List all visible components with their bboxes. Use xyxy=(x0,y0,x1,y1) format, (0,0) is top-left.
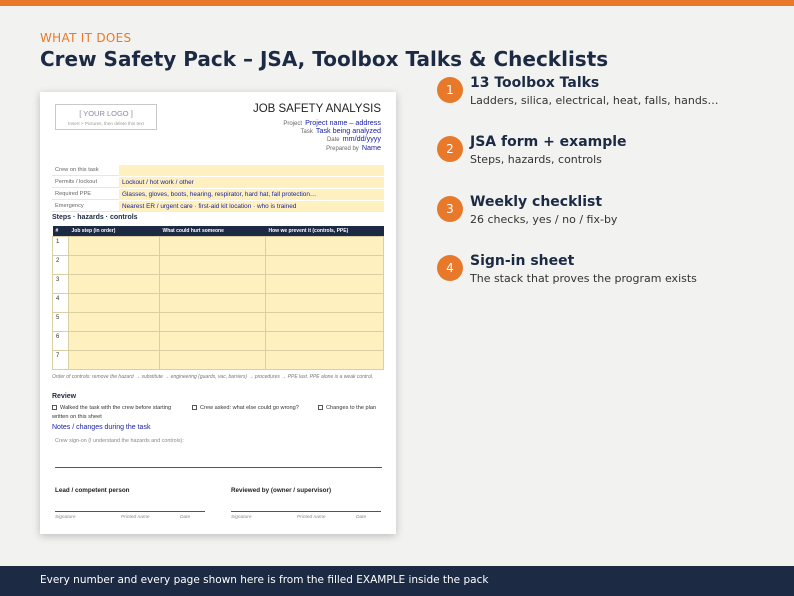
page-title: Crew Safety Pack – JSA, Toolbox Talks & Checklists xyxy=(40,47,609,71)
review-check-walked[interactable] xyxy=(52,405,171,411)
feature-title: JSA form + example xyxy=(470,134,627,150)
steps-heading: Steps · hazards · controls xyxy=(52,214,138,221)
logo-placeholder xyxy=(55,104,157,130)
row-number: 4 xyxy=(53,294,69,313)
table-cell[interactable] xyxy=(266,313,384,332)
review-check-changes[interactable] xyxy=(318,405,376,411)
order-of-controls-note: Order of controls: remove the hazard → substitute → engineering (guards, vac, barriers) → procedures → PPE last. PPE alone is a weak control. xyxy=(52,374,374,380)
meta-label: Date xyxy=(326,137,340,143)
review-check-continuation: written on this sheet xyxy=(52,414,102,420)
table-cell[interactable] xyxy=(160,256,266,275)
table-cell[interactable] xyxy=(160,313,266,332)
meta-date xyxy=(327,134,381,143)
table-cell[interactable] xyxy=(266,332,384,351)
row-number: 6 xyxy=(53,332,69,351)
feature-desc: 26 checks, yes / no / fix-by xyxy=(470,213,618,226)
top-accent-bar xyxy=(0,0,794,6)
number-badge: 2 xyxy=(437,136,463,162)
check-label: Changes to the plan xyxy=(326,405,377,411)
sig-caption: Signature xyxy=(55,515,76,520)
column-header: # xyxy=(53,226,69,237)
row-number: 2 xyxy=(53,256,69,275)
info-label: Permits / lockout xyxy=(55,179,98,185)
row-number: 3 xyxy=(53,275,69,294)
meta-value: Project name – address xyxy=(305,118,381,127)
table-cell[interactable] xyxy=(266,275,384,294)
number-badge: 4 xyxy=(437,255,463,281)
table-row xyxy=(53,294,384,313)
table-row xyxy=(53,275,384,294)
table-cell[interactable] xyxy=(69,351,160,370)
check-label: Walked the task with the crew before starting xyxy=(60,405,172,411)
lead-label: Lead / competent person xyxy=(55,487,130,494)
table-row xyxy=(53,237,384,256)
reviewed-label: Reviewed by (owner / supervisor) xyxy=(231,487,332,494)
eyebrow-label: WHAT IT DOES xyxy=(40,31,132,45)
table-cell[interactable] xyxy=(266,237,384,256)
number-badge: 1 xyxy=(437,77,463,103)
meta-value: Name xyxy=(361,143,381,152)
row-number: 5 xyxy=(53,313,69,332)
logo-hint: Insert > Pictures, then delete this text xyxy=(68,121,144,126)
info-label: Required PPE xyxy=(55,191,92,197)
info-label: Crew on this task xyxy=(55,167,99,173)
meta-label: Prepared by xyxy=(326,146,359,152)
row-number: 7 xyxy=(53,351,69,370)
info-row-crew xyxy=(52,165,384,176)
info-label: Emergency xyxy=(55,203,84,209)
info-row-permits xyxy=(52,177,384,188)
signon-line xyxy=(55,467,382,468)
lead-signature-line xyxy=(55,511,205,512)
meta-value: mm/dd/yyyy xyxy=(342,134,381,143)
table-cell[interactable] xyxy=(160,275,266,294)
table-cell[interactable] xyxy=(160,294,266,313)
footer-bar xyxy=(0,566,794,596)
table-cell[interactable] xyxy=(69,256,160,275)
feature-title: 13 Toolbox Talks xyxy=(470,75,600,91)
number-badge: 3 xyxy=(437,196,463,222)
feature-title: Weekly checklist xyxy=(470,194,603,210)
table-cell[interactable] xyxy=(266,351,384,370)
table-cell[interactable] xyxy=(160,351,266,370)
notes-label: Notes / changes during the task xyxy=(52,424,151,431)
crew-signon-label: Crew sign-on (I understand the hazards and controls): xyxy=(55,438,184,444)
table-row xyxy=(53,256,384,275)
checkbox-icon[interactable] xyxy=(192,405,197,410)
row-number: 1 xyxy=(53,237,69,256)
table-cell[interactable] xyxy=(160,332,266,351)
sig-caption: Signature xyxy=(231,515,252,520)
sig-caption: Printed name xyxy=(297,515,326,520)
info-value: Nearest ER / urgent care · first-aid kit location · who is trained xyxy=(119,201,384,212)
table-cell[interactable] xyxy=(69,313,160,332)
table-cell[interactable] xyxy=(266,294,384,313)
checkbox-icon[interactable] xyxy=(318,405,323,410)
sig-caption: Printed name xyxy=(121,515,150,520)
form-title: JOB SAFETY ANALYSIS xyxy=(252,103,381,115)
table-cell[interactable] xyxy=(69,237,160,256)
logo-title: [ YOUR LOGO ] xyxy=(79,109,133,118)
review-check-crew-asked[interactable] xyxy=(192,405,299,411)
info-row-emergency xyxy=(52,201,384,212)
table-cell[interactable] xyxy=(69,332,160,351)
table-row xyxy=(53,313,384,332)
feature-desc: The stack that proves the program exists xyxy=(470,272,697,285)
reviewer-signature-line xyxy=(231,511,381,512)
table-row xyxy=(53,351,384,370)
feature-desc: Ladders, silica, electrical, heat, falls, hands… xyxy=(470,94,719,107)
column-header: What could hurt someone xyxy=(160,226,266,237)
feature-title: Sign-in sheet xyxy=(470,253,575,269)
meta-label: Project xyxy=(283,121,303,127)
table-cell[interactable] xyxy=(160,237,266,256)
sig-caption: Date xyxy=(180,515,191,520)
info-value: Lockout / hot work / other xyxy=(119,177,384,188)
table-cell[interactable] xyxy=(69,294,160,313)
checkbox-icon[interactable] xyxy=(52,405,57,410)
table-header-row xyxy=(53,226,384,237)
info-value: Glasses, gloves, boots, hearing, respirator, hard hat, fall protection… xyxy=(119,189,384,200)
jsa-form-preview xyxy=(40,92,396,534)
meta-prepared-by xyxy=(326,143,381,152)
footer-note: Every number and every page shown here is from the filled EXAMPLE inside the pack xyxy=(40,574,489,586)
column-header: How we prevent it (controls, PPE) xyxy=(266,226,384,237)
info-value xyxy=(119,165,384,176)
column-header: Job step (in order) xyxy=(69,226,160,237)
check-label: Crew asked: what else could go wrong? xyxy=(200,405,299,411)
sig-caption: Date xyxy=(356,515,367,520)
meta-label: Task xyxy=(300,129,313,135)
meta-value: Task being analyzed xyxy=(315,126,381,135)
table-row xyxy=(53,332,384,351)
steps-table xyxy=(52,226,384,370)
feature-desc: Steps, hazards, controls xyxy=(470,153,602,166)
info-row-ppe xyxy=(52,189,384,200)
review-heading: Review xyxy=(52,393,77,400)
table-cell[interactable] xyxy=(266,256,384,275)
table-cell[interactable] xyxy=(69,275,160,294)
